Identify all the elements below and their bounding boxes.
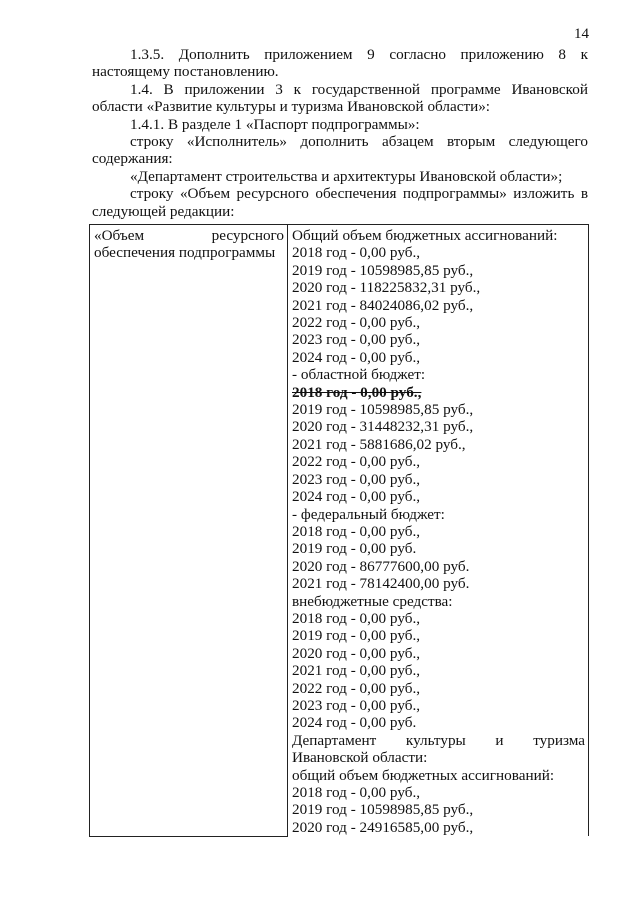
table-line: 2020 год - 31448232,31 руб.,	[292, 418, 474, 436]
table-line: 2023 год - 0,00 руб.,	[292, 331, 421, 349]
document-body	[92, 46, 588, 220]
table-line: 2019 год - 10598985,85 руб.,	[292, 401, 474, 419]
table-line: 2021 год - 84024086,02 руб.,	[292, 296, 474, 314]
table-row	[90, 225, 589, 837]
paragraph-executor: строку «Исполнитель» дополнить абзацем вторым следующего содержания:	[92, 133, 588, 168]
table-line: 2019 год - 10598985,85 руб.,	[292, 261, 474, 279]
table-label-cell: «Объем ресурсного обеспечения подпрограммы	[90, 225, 288, 837]
paragraph-1-4-1: 1.4.1. В разделе 1 «Паспорт подпрограммы»:	[130, 115, 420, 133]
table-line: 2022 год - 0,00 руб.,	[292, 453, 421, 471]
table-line: 2018 год - 0,00 руб.,	[292, 244, 421, 262]
table-line: 2020 год - 0,00 руб.,	[292, 644, 421, 662]
page-number: 14	[574, 26, 589, 42]
paragraph-department-quote: «Департамент строительства и архитектуры Ивановской области»;	[130, 167, 563, 185]
table-line: 2020 год - 86777600,00 руб.	[292, 557, 470, 575]
table-line: 2022 год - 0,00 руб.,	[292, 679, 421, 697]
table-line: 2024 год - 0,00 руб.,	[292, 348, 421, 366]
paragraph-resource-row: строку «Объем ресурсного обеспечения подпрограммы» изложить в следующей редакции:	[92, 185, 588, 220]
table-line: Общий объем бюджетных ассигнований:	[292, 227, 558, 244]
paragraph-1-4: 1.4. В приложении 3 к государственной программе Ивановской области «Развитие культуры и туризма Ивановской области»:	[92, 80, 588, 116]
table-line: 2023 год - 0,00 руб.,	[292, 696, 421, 714]
table-line: 2018 год - 0,00 руб.,	[292, 784, 421, 801]
table-line: 2021 год - 78142400,00 руб.	[292, 575, 470, 593]
table-line: 2024 год - 0,00 руб.,	[292, 488, 421, 506]
table-line: 2021 год - 5881686,02 руб.,	[292, 435, 466, 453]
table-line: 2018 год - 0,00 руб.,	[292, 609, 421, 627]
table-line: 2020 год - 118225832,31 руб.,	[292, 279, 481, 297]
paragraph-1-3-5: 1.3.5. Дополнить приложением 9 согласно приложению 8 к настоящему постановлению.	[92, 46, 588, 81]
table-line: 2022 год - 0,00 руб.,	[292, 314, 421, 332]
table-line: - областной бюджет:	[292, 366, 426, 384]
table-line: 2024 год - 0,00 руб.	[292, 714, 417, 732]
table-value-cell	[288, 225, 589, 837]
table-line-struck: 2018 год - 0,00 руб.,	[292, 383, 422, 401]
table-line: - федеральный бюджет:	[292, 505, 445, 523]
table-line: 2020 год - 24916585,00 руб.,	[292, 818, 474, 836]
table-line: 2019 год - 10598985,85 руб.,	[292, 801, 474, 819]
table-line-department: Департамент культуры и туризма Ивановской области:	[292, 731, 585, 767]
table-line: 2019 год - 0,00 руб.,	[292, 627, 421, 645]
table-line: 2019 год - 0,00 руб.	[292, 540, 417, 558]
table-line: 2021 год - 0,00 руб.,	[292, 662, 421, 680]
table-line: 2018 год - 0,00 руб.,	[292, 522, 421, 540]
table-line: общий объем бюджетных ассигнований:	[292, 766, 555, 784]
resource-table	[89, 224, 589, 837]
table-line: внебюджетные средства:	[292, 592, 453, 610]
table-line: 2023 год - 0,00 руб.,	[292, 470, 421, 488]
